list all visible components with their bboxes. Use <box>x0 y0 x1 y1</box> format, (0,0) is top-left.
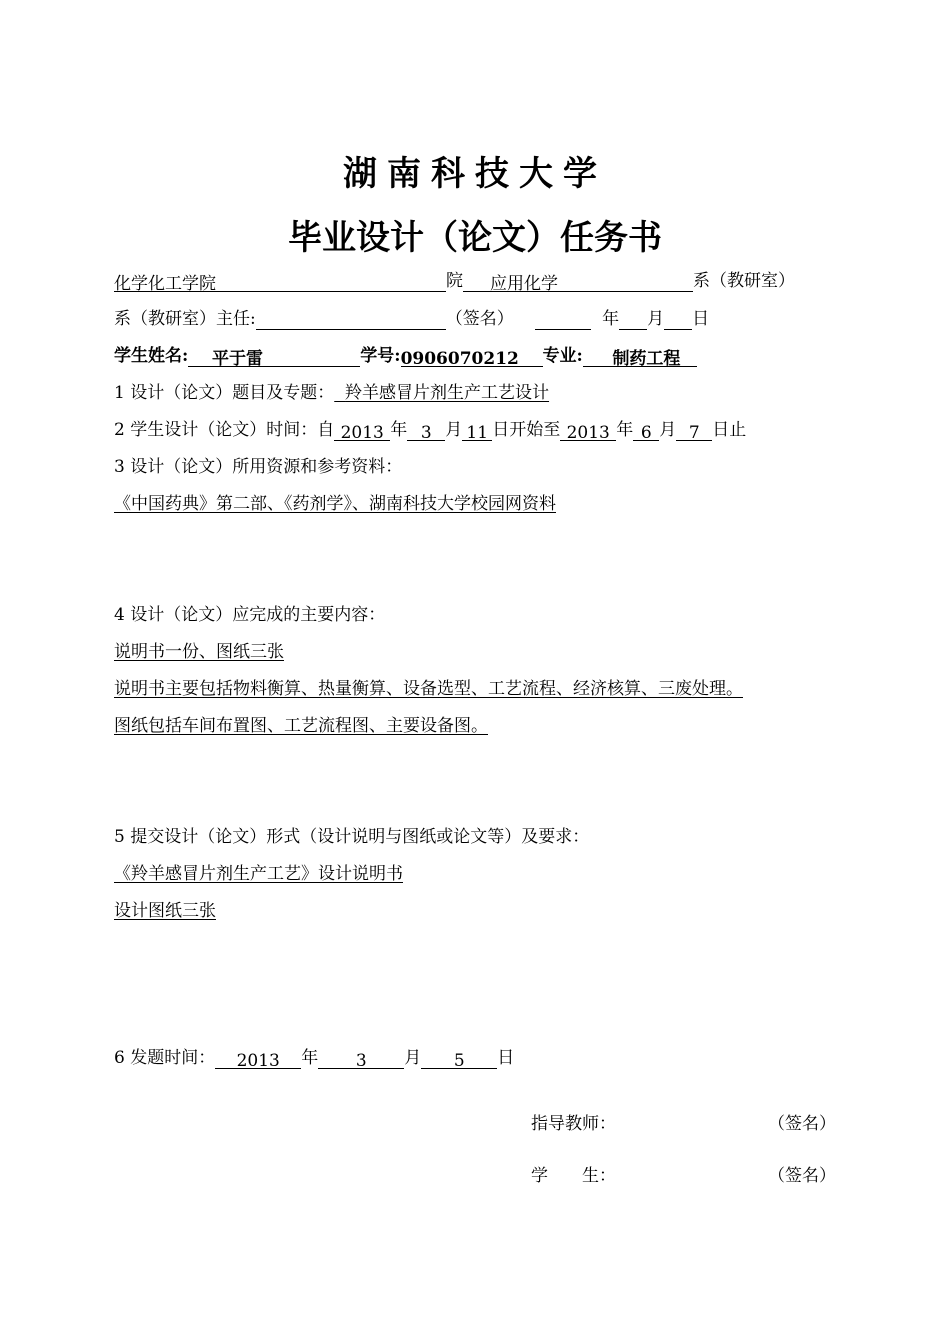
day-label: 日 <box>692 309 710 329</box>
advisor-sign-label: （签名） <box>768 1114 836 1134</box>
end-month: 6 <box>640 423 652 443</box>
start-day: 11 <box>466 423 489 443</box>
student-sign-label: （签名） <box>768 1166 836 1186</box>
department-suffix: 系（教研室） <box>693 271 795 291</box>
end-day: 7 <box>688 423 700 443</box>
end-year-unit: 年 <box>616 420 634 440</box>
start-day-unit: 日开始至 <box>492 420 561 440</box>
major-field <box>583 348 697 367</box>
college-line <box>114 270 795 292</box>
student-id-label: 学号: <box>360 346 401 366</box>
issue-year: 2013 <box>236 1051 280 1071</box>
start-year: 2013 <box>340 423 384 443</box>
item3-value: 《中国药典》第二部、《药剂学》、湖南科技大学校园网资料 <box>114 494 556 514</box>
item1-label: 1 设计（论文）题目及专题： <box>114 383 335 403</box>
student-name-label: 学生姓名: <box>114 346 189 366</box>
start-month: 3 <box>420 423 432 443</box>
item5-line-2: 设计图纸三张 <box>114 901 216 921</box>
major-label: 专业: <box>542 346 583 366</box>
major-value: 制药工程 <box>612 349 681 369</box>
end-day-field <box>676 422 712 441</box>
item1-value-text: 羚羊感冒片剂生产工艺设计 <box>345 383 550 403</box>
issue-year-unit: 年 <box>301 1048 319 1068</box>
college-value: 化学化工学院 <box>114 274 216 294</box>
start-year-field <box>334 422 390 441</box>
director-month-blank <box>619 311 647 330</box>
issue-day: 5 <box>453 1051 465 1071</box>
item5-label: 5 提交设计（论文）形式（设计说明与图纸或论文等）及要求： <box>114 827 590 847</box>
student-name-value: 平于雷 <box>211 349 263 369</box>
item4-line-1: 说明书一份、图纸三张 <box>114 642 284 662</box>
item3-label: 3 设计（论文）所用资源和参考资料： <box>114 457 403 477</box>
student-id-value: 0906070212 <box>400 349 519 369</box>
year-label: 年 <box>602 309 620 329</box>
issue-month-unit: 月 <box>404 1048 422 1068</box>
college-suffix: 院 <box>446 271 463 291</box>
director-blank <box>256 311 446 330</box>
director-year-blank <box>535 311 591 330</box>
end-month-unit: 月 <box>659 420 677 440</box>
department-field <box>463 273 693 292</box>
end-month-field <box>633 422 659 441</box>
college-field <box>114 273 446 292</box>
item6-label: 6 发题时间： <box>114 1048 216 1068</box>
item5-line-1: 《羚羊感冒片剂生产工艺》设计说明书 <box>114 864 403 884</box>
university-title: 湖南科技大学 <box>343 154 607 194</box>
start-year-unit: 年 <box>390 420 408 440</box>
director-label: 系（教研室）主任: <box>114 309 256 329</box>
student-id-field <box>401 348 543 367</box>
month-label: 月 <box>647 309 665 329</box>
start-day-field <box>462 422 492 441</box>
item4-label: 4 设计（论文）应完成的主要内容： <box>114 605 386 625</box>
item4-line-2: 说明书主要包括物料衡算、热量衡算、设备选型、工艺流程、经济核算、三废处理。 <box>114 679 743 699</box>
issue-month: 3 <box>355 1051 367 1071</box>
director-sign-label: （签名） <box>445 309 514 329</box>
end-day-unit: 日止 <box>712 420 747 440</box>
document-title: 毕业设计（论文）任务书 <box>288 218 662 258</box>
item1-value <box>334 383 549 403</box>
advisor-label: 指导教师： <box>531 1114 616 1134</box>
issue-day-unit: 日 <box>497 1048 515 1068</box>
item6-line <box>114 1047 514 1069</box>
start-month-unit: 月 <box>445 420 463 440</box>
issue-month-field <box>318 1050 404 1069</box>
department-value: 应用化学 <box>490 274 559 294</box>
director-line <box>114 308 709 330</box>
start-month-field <box>407 422 445 441</box>
end-year-field <box>560 422 616 441</box>
item2-line <box>114 419 746 441</box>
issue-year-field <box>215 1050 301 1069</box>
student-label: 学 生： <box>531 1166 616 1186</box>
student-info-line <box>114 345 697 367</box>
item1-line <box>114 382 549 404</box>
director-day-blank <box>664 311 692 330</box>
student-name-field <box>188 348 360 367</box>
issue-day-field <box>421 1050 497 1069</box>
item4-line-3: 图纸包括车间布置图、工艺流程图、主要设备图。 <box>114 716 488 736</box>
item2-label: 2 学生设计（论文）时间：自 <box>114 420 335 440</box>
end-year: 2013 <box>566 423 610 443</box>
